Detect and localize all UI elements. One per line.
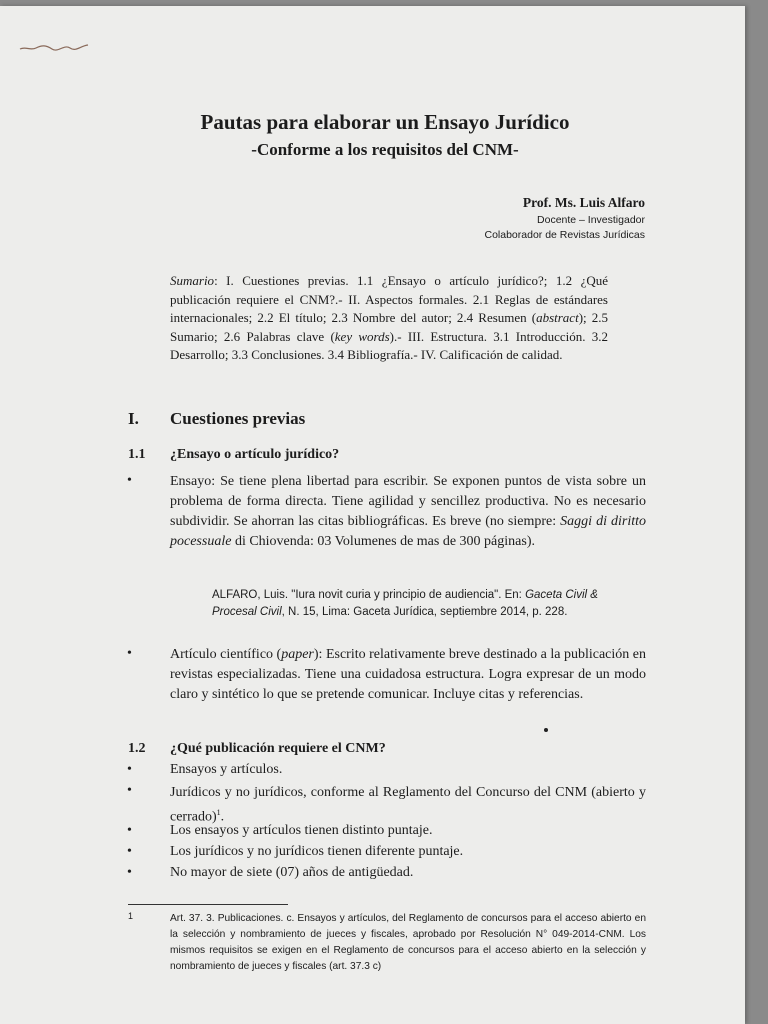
pen-mark [18,40,98,54]
section-number: I. [128,409,139,428]
footnote-divider [128,904,288,905]
paper-paragraph: Artículo científico (paper): Escrito relativamente breve destinado a la publicación en revistas especializadas. Tiene una cuidadosa estructura. Logra expresar de un modo claro y sintético lo que se pretende comunicar. Incluye citas y referencias. [170,647,646,702]
author-collab: Colaborador de Revistas Jurídicas [484,229,645,241]
citation: ALFARO, Luis. "Iura novit curia y principio de audiencia". En: Gaceta Civil & Procesal Civil, N. 15, Lima: Gaceta Jurídica, septiembre 2014, p. 228. [212,589,598,618]
subsection-number: 1.2 [128,741,146,756]
bullet-icon: • [127,783,132,798]
footnote-text: Art. 37. 3. Publicaciones. c. Ensayos y artículos, del Reglamento de concursos para el acceso abierto en la selección y nombramiento de jueces y fiscales, aprobado por Resolución N° 049-2014-CNM. Los mismos requisitos se exigen en el Reglamento de concursos para el acceso abierto en la selección y nombramiento de jueces y fiscales (art. 37.3 c) [170,913,646,972]
author-name: Prof. Ms. Luis Alfaro [522,195,645,210]
bullet-icon: • [127,823,132,838]
document-subtitle: -Conforme a los requisitos del CNM- [251,140,519,159]
summary: Sumario: I. Cuestiones previas. 1.1 ¿Ensayo o artículo jurídico?; 1.2 ¿Qué publicación requiere el CNM?.- II. Aspectos formales. 2.1 Reglas de estándares internacionales; 2.2 El título; 2.3 Nombre del autor; 2.4 Resumen (abstract); 2.5 Sumario; 2.6 Palabras clave (key words).- III. Estructura. 3.1 Introducción. 3.2 Desarrollo; 3.3 Conclusiones. 3.4 Bibliografía.- IV. Calificación de calidad. [170,273,608,362]
list-item: Jurídicos y no jurídicos, conforme al Reglamento del Concurso del CNM (abierto y cerrado)$^1$. [170,785,646,825]
list-item: Los ensayos y artículos tienen distinto puntaje. [170,823,433,838]
list-item: Los jurídicos y no jurídicos tienen diferente puntaje. [170,844,464,859]
subsection-title: ¿Qué publicación requiere el CNM? [170,741,386,756]
bullet-icon: • [127,844,132,859]
bullet-icon: • [127,762,132,777]
footnote-number: 1 [128,911,134,921]
subsection-number: 1.1 [128,447,146,462]
list-item: Ensayos y artículos. [170,762,283,777]
document-title: Pautas para elaborar un Ensayo Jurídico [200,110,570,134]
subsection-title: ¿Ensayo o artículo jurídico? [170,447,340,462]
bullet-icon: • [127,865,132,880]
summary-label: Sumario [170,273,215,288]
section-title: Cuestiones previas [170,409,306,428]
ink-dot [544,728,548,732]
bullet-icon: • [127,473,132,488]
footnote-mark: 1 [216,808,221,817]
bullet-icon: • [127,646,132,661]
essay-paragraph: Ensayo: Se tiene plena libertad para escribir. Se exponen puntos de vista sobre un problema de forma directa. Tiene agilidad y sencillez productiva. No es necesario subdividir. Se ahorran las citas bibliográficas. Es breve (no siempre: Saggi di diritto pocessuale di Chiovenda: 03 Volumenes de mas de 300 páginas). [170,474,646,549]
list-item: No mayor de siete (07) años de antigüedad. [170,865,414,880]
author-role: Docente – Investigador [537,214,645,226]
document-page [0,6,745,1024]
